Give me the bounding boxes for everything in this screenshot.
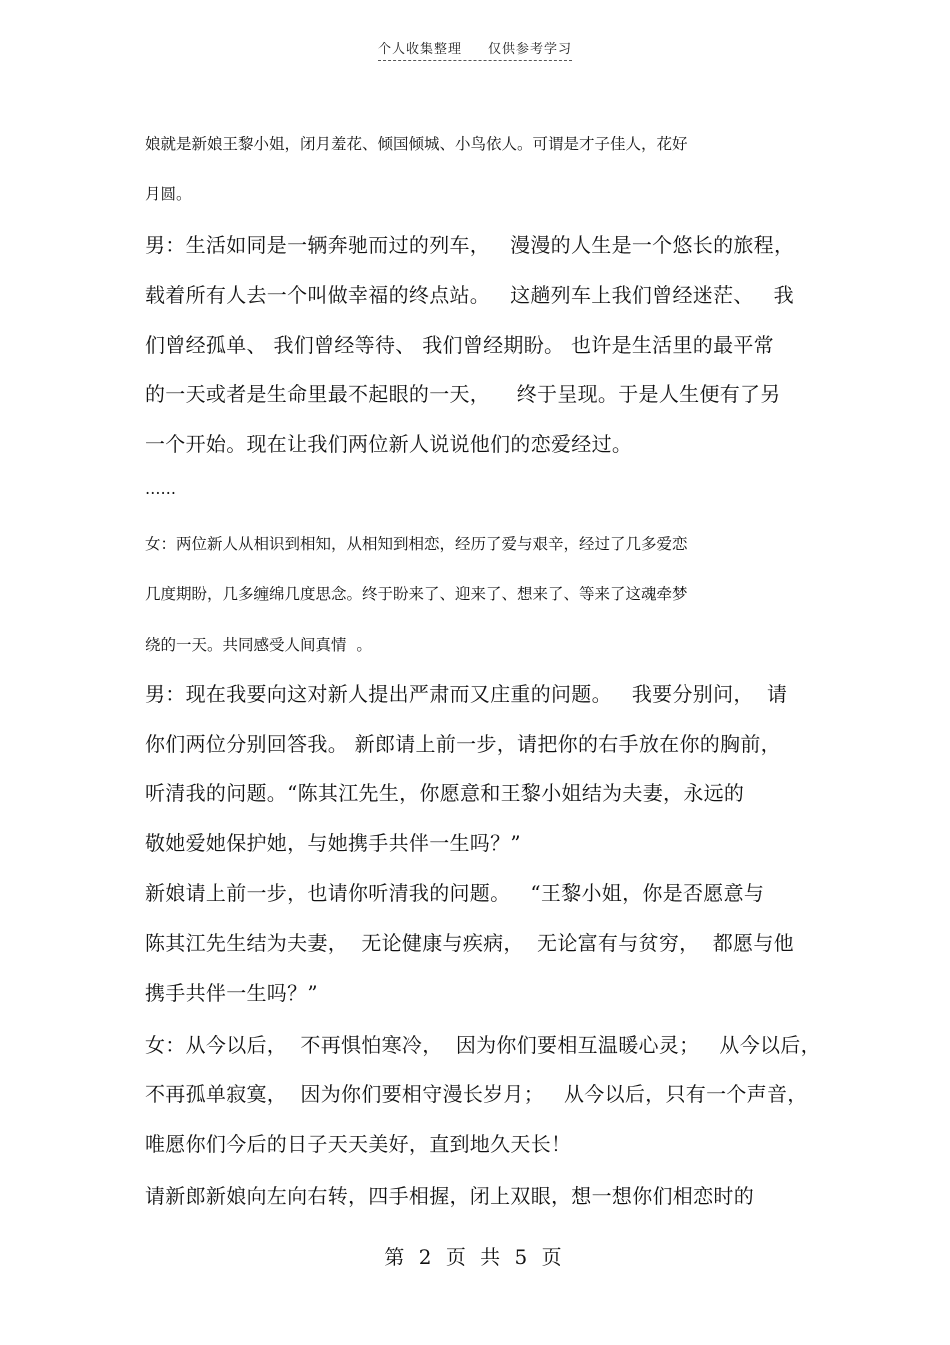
header-text bbox=[378, 38, 572, 61]
text-line: 男：生活如同是一辆奔驰而过的列车， 漫漫的人生是一个悠长的旅程， bbox=[145, 233, 795, 257]
page-number: 第 2 页 共 5 页 bbox=[384, 1245, 566, 1269]
text-line: 你们两位分别回答我。 新郎请上前一步，请把你的右手放在你的胸前， bbox=[145, 732, 781, 756]
text-line: 绕的一天。共同感受人间真情 。 bbox=[145, 636, 372, 654]
text-line: 唯愿你们今后的日子天天美好，直到地久天长！ bbox=[145, 1132, 572, 1156]
text-line: 的一天或者是生命里最不起眼的一天， 终于呈现。于是人生便有了另 bbox=[145, 382, 781, 406]
page-header bbox=[0, 38, 950, 61]
text-line: 新娘请上前一步，也请你听清我的问题。 “王黎小姐，你是否愿意与 bbox=[145, 881, 765, 905]
text-line: 娘就是新娘王黎小姐，闭月羞花、倾国倾城、小鸟依人。可谓是才子佳人，花好 bbox=[145, 135, 688, 153]
text-line: 携手共伴一生吗？” bbox=[145, 981, 318, 1005]
text-line: 女：两位新人从相识到相知，从相知到相恋，经历了爱与艰辛，经过了几多爱恋 bbox=[145, 535, 688, 553]
text-line: 一个开始。现在让我们两位新人说说他们的恋爱经过。 bbox=[145, 432, 633, 456]
text-line: 们曾经孤单、 我们曾经等待、 我们曾经期盼。 也许是生活里的最平常 bbox=[145, 333, 774, 357]
header-left-text: 个人收集整理 bbox=[377, 42, 462, 57]
text-line: 女：从今以后， 不再惧怕寒冷， 因为你们要相互温暖心灵； 从今以后， bbox=[145, 1033, 821, 1057]
text-line: 月圆。 bbox=[145, 185, 192, 203]
text-line: 请新郎新娘向左向右转，四手相握，闭上双眼，想一想你们相恋时的 bbox=[145, 1184, 754, 1208]
text-line: 载着所有人去一个叫做幸福的终点站。 这趟列车上我们曾经迷茫、 我 bbox=[145, 283, 794, 307]
text-line: 不再孤单寂寞， 因为你们要相守漫长岁月； 从今以后，只有一个声音， bbox=[145, 1082, 808, 1106]
text-line: 几度期盼，几多缠绵几度思念。终于盼来了、迎来了、想来了、等来了这魂牵梦 bbox=[145, 585, 688, 603]
text-line: 男：现在我要向这对新人提出严肃而又庄重的问题。 我要分别问， 请 bbox=[145, 682, 788, 706]
text-line: 陈其江先生结为夫妻， 无论健康与疾病， 无论富有与贫穷， 都愿与他 bbox=[145, 931, 794, 955]
text-line: …… bbox=[145, 480, 176, 498]
text-line: 听清我的问题。“陈其江先生，你愿意和王黎小姐结为夫妻，永远的 bbox=[145, 781, 745, 805]
header-right-text: 仅供参考学习 bbox=[488, 42, 573, 57]
text-line: 敬她爱她保护她，与她携手共伴一生吗？” bbox=[145, 831, 521, 855]
